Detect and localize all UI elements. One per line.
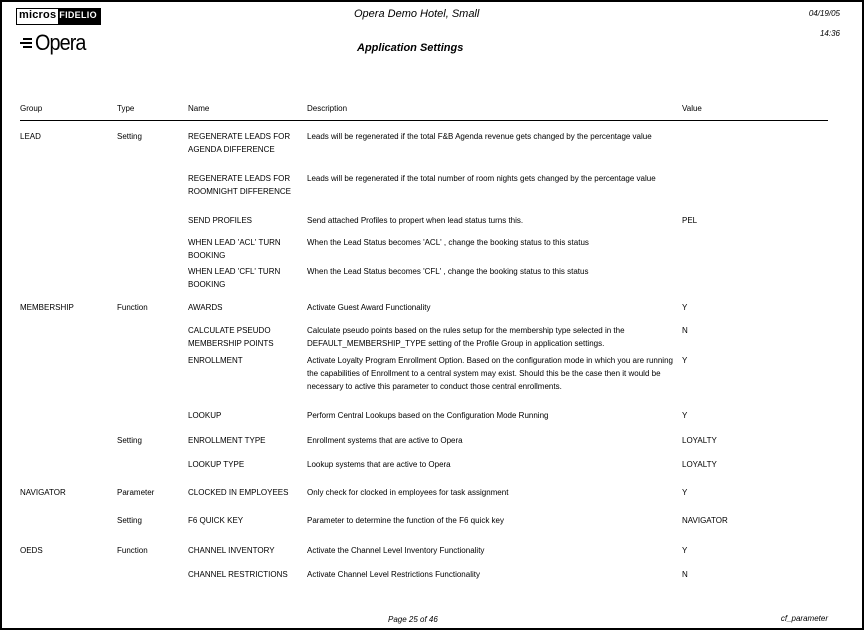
- cell-value: Y: [682, 546, 688, 555]
- report-code: cf_parameter: [780, 614, 828, 623]
- report-title: Application Settings: [357, 42, 464, 54]
- cell-description: Activate Guest Award Functionality: [307, 303, 431, 312]
- cell-type: Setting: [117, 516, 142, 525]
- cell-description: Activate Channel Level Restrictions Functionality: [307, 570, 480, 579]
- cell-name: ENROLLMENT TYPE: [188, 436, 266, 445]
- micros-fidelio-logo: [16, 8, 101, 25]
- cell-description: When the Lead Status becomes 'ACL' , change the booking status to this status: [307, 238, 589, 247]
- cell-value: Y: [682, 411, 688, 420]
- cell-group: NAVIGATOR: [20, 488, 66, 497]
- cell-name: CHANNEL INVENTORY: [188, 546, 275, 555]
- cell-type: Function: [117, 546, 148, 555]
- cell-type: Setting: [117, 436, 142, 445]
- cell-type: Parameter: [117, 488, 155, 497]
- cell-description: When the Lead Status becomes 'CFL' , change the booking status to this status: [307, 267, 589, 276]
- cell-type: Setting: [117, 132, 142, 141]
- cell-description: Perform Central Lookups based on the Configuration Mode Running: [307, 411, 549, 420]
- cell-description: Lookup systems that are active to Opera: [307, 460, 451, 469]
- cell-description: Enrollment systems that are active to Opera: [307, 436, 463, 445]
- cell-name: F6 QUICK KEY: [188, 516, 244, 525]
- page-number: Page 25 of 46: [388, 615, 438, 624]
- cell-group: MEMBERSHIP: [20, 303, 74, 312]
- cell-description: Activate Loyalty Program Enrollment Option. Based on the configuration mode in which you are running the capabilities of Enrollment to a central system may exist. Should this be the case then it would be necessary to active this parameter to conduct those central enrollments.: [307, 356, 673, 392]
- logo-opera-text: Opera: [35, 30, 86, 55]
- cell-description: Leads will be regenerated if the total number of room nights gets changed by the percentage value: [307, 174, 656, 183]
- report-time: 14:36: [819, 29, 840, 38]
- cell-name: CLOCKED IN EMPLOYEES: [188, 488, 289, 497]
- cell-name: WHEN LEAD 'CFL' TURN BOOKING: [188, 267, 281, 290]
- column-header-type: Type: [117, 104, 135, 113]
- cell-description: Only check for clocked in employees for task assignment: [307, 488, 509, 497]
- cell-name: REGENERATE LEADS FOR AGENDA DIFFERENCE: [188, 132, 291, 155]
- cell-type: Function: [117, 303, 148, 312]
- cell-group: LEAD: [20, 132, 41, 141]
- cell-value: NAVIGATOR: [682, 516, 728, 525]
- column-header-name: Name: [188, 104, 210, 113]
- logo-micros-text: micros: [17, 9, 58, 24]
- column-header-description: Description: [307, 104, 348, 113]
- opera-swirl-icon: [20, 35, 34, 51]
- cell-value: N: [682, 570, 688, 579]
- cell-value: Y: [682, 356, 688, 365]
- cell-name: LOOKUP: [188, 411, 222, 420]
- cell-description: Parameter to determine the function of the F6 quick key: [307, 516, 504, 525]
- cell-value: LOYALTY: [682, 436, 717, 445]
- cell-name: AWARDS: [188, 303, 223, 312]
- cell-name: REGENERATE LEADS FOR ROOMNIGHT DIFFERENCE: [188, 174, 291, 197]
- table-header: [20, 103, 828, 121]
- cell-value: PEL: [682, 216, 698, 225]
- cell-name: WHEN LEAD 'ACL' TURN BOOKING: [188, 238, 281, 261]
- cell-value: LOYALTY: [682, 460, 717, 469]
- report-date: 04/19/05: [808, 9, 840, 18]
- cell-value: N: [682, 326, 688, 335]
- opera-logo: [20, 32, 91, 54]
- cell-value: Y: [682, 303, 688, 312]
- logo-fidelio-text: FIDELIO: [58, 9, 100, 24]
- cell-description: Send attached Profiles to propert when lead status turns this.: [307, 216, 524, 225]
- cell-name: LOOKUP TYPE: [188, 460, 245, 469]
- hotel-name: Opera Demo Hotel, Small: [354, 8, 480, 20]
- cell-name: ENROLLMENT: [188, 356, 243, 365]
- cell-description: Leads will be regenerated if the total F&B Agenda revenue gets changed by the percentage value: [307, 132, 652, 141]
- cell-value: Y: [682, 488, 688, 497]
- column-header-value: Value: [682, 104, 702, 113]
- cell-group: OEDS: [20, 546, 43, 555]
- cell-name: CHANNEL RESTRICTIONS: [188, 570, 288, 579]
- cell-description: Calculate pseudo points based on the rules setup for the membership type selected in the DEFAULT_MEMBERSHIP_TYPE setting of the Profile Group in application settings.: [307, 326, 625, 349]
- cell-name: SEND PROFILES: [188, 216, 253, 225]
- cell-name: CALCULATE PSEUDO MEMBERSHIP POINTS: [188, 326, 274, 349]
- cell-description: Activate the Channel Level Inventory Functionality: [307, 546, 485, 555]
- column-header-group: Group: [20, 104, 43, 113]
